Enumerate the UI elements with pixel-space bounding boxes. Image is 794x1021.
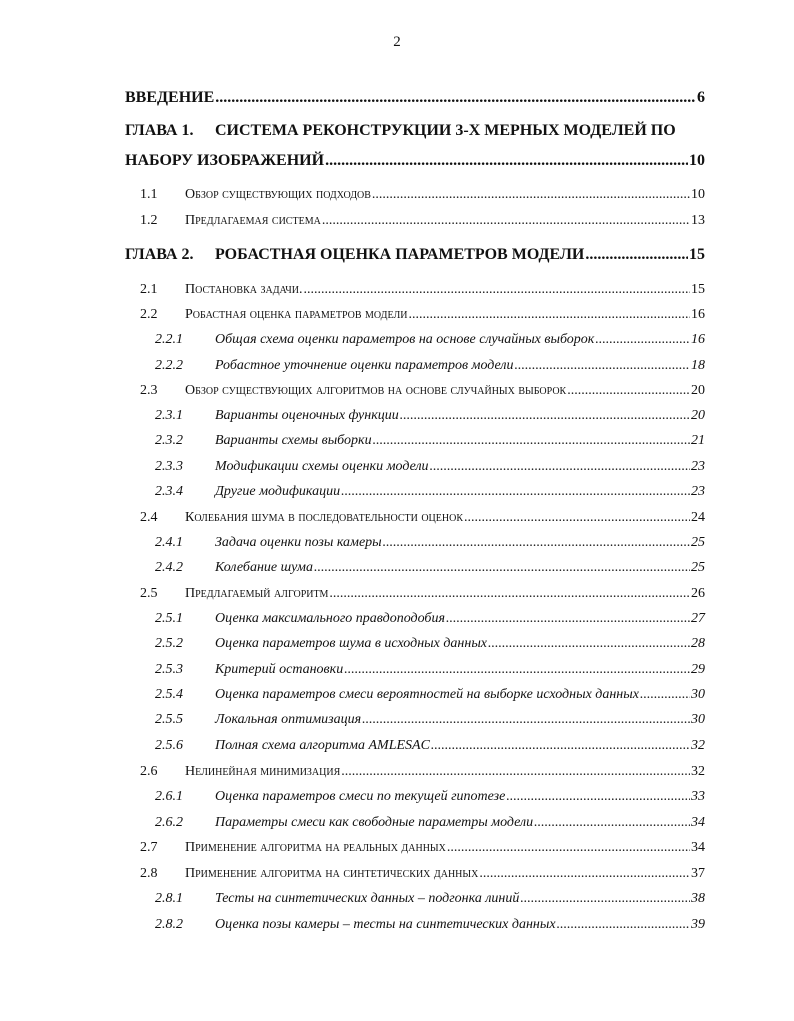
toc-ch1-title-line1: СИСТЕМА РЕКОНСТРУКЦИИ 3-Х МЕРНЫХ МОДЕЛЕЙ ПО xyxy=(215,122,676,139)
toc-entry-2-4[interactable] xyxy=(140,510,705,526)
toc-num: 2.5.5 xyxy=(155,712,183,727)
page-number: 2 xyxy=(393,34,401,50)
toc-num: 2.6.2 xyxy=(155,815,183,830)
toc-ch1-title-line2: НАБОРУ ИЗОБРАЖЕНИЙ xyxy=(125,152,325,169)
toc-num: 2.5.3 xyxy=(155,662,183,677)
toc-page: 28 xyxy=(691,636,705,651)
toc-title: Варианты схемы выборки xyxy=(215,433,372,448)
toc-page: 27 xyxy=(691,611,705,626)
toc-num: 2.5.2 xyxy=(155,636,183,651)
toc-title: Постановка задачи. xyxy=(185,282,303,297)
toc-entry-2-5-4[interactable] xyxy=(155,687,705,703)
toc-title: Оценка параметров смеси вероятностей на выборке исходных данных xyxy=(215,687,639,702)
dot-leader xyxy=(344,662,690,678)
toc-page: 30 xyxy=(691,712,705,727)
toc-page: 20 xyxy=(691,383,705,398)
toc-page: 15 xyxy=(691,282,705,297)
toc-ch2-page: 15 xyxy=(689,246,705,263)
toc-title: Другие модификации xyxy=(215,484,341,499)
dot-leader xyxy=(534,815,690,831)
toc-num: 2.5.4 xyxy=(155,687,183,702)
dot-leader xyxy=(464,510,690,526)
toc-entry-2-3-3[interactable] xyxy=(155,459,705,475)
toc-entry-2-1[interactable] xyxy=(140,282,705,298)
toc-entry-2-3-2[interactable] xyxy=(155,433,705,449)
toc-num: 2.5.6 xyxy=(155,738,183,753)
toc-entry-2-8[interactable] xyxy=(140,866,705,882)
toc-num: 2.8.1 xyxy=(155,891,183,906)
toc-ch2-title: РОБАСТНАЯ ОЦЕНКА ПАРАМЕТРОВ МОДЕЛИ xyxy=(215,246,585,263)
toc-num: 2.3.2 xyxy=(155,433,183,448)
toc-page: 30 xyxy=(691,687,705,702)
toc-num: 2.4 xyxy=(140,510,158,525)
toc-page: 26 xyxy=(691,586,705,601)
toc-page: 39 xyxy=(691,917,705,932)
dot-leader xyxy=(373,433,690,449)
toc-entry-2-8-1[interactable] xyxy=(155,891,705,907)
toc-entry-2-8-2[interactable] xyxy=(155,917,705,933)
dot-leader xyxy=(341,484,690,500)
dot-leader xyxy=(506,789,690,805)
toc-entry-1-1[interactable] xyxy=(140,187,705,203)
dot-leader xyxy=(640,687,690,703)
toc-num: 2.6.1 xyxy=(155,789,183,804)
toc-entry-2-5-3[interactable] xyxy=(155,662,705,678)
toc-entry-2-5-2[interactable] xyxy=(155,636,705,652)
toc-page: 16 xyxy=(691,307,705,322)
toc-entry-2-3[interactable] xyxy=(140,383,705,399)
toc-num: 2.7 xyxy=(140,840,158,855)
dot-leader xyxy=(325,152,688,170)
toc-entry-ch1[interactable] xyxy=(125,152,705,170)
dot-leader xyxy=(408,307,690,323)
toc-title: Оценка позы камеры – тесты на синтетических данных xyxy=(215,917,556,932)
dot-leader xyxy=(520,891,690,907)
toc-num: 2.5.1 xyxy=(155,611,183,626)
toc-title: Обзор существующих алгоритмов на основе случайных выборок xyxy=(185,383,567,398)
toc-page: 23 xyxy=(691,459,705,474)
toc-num: 2.8.2 xyxy=(155,917,183,932)
toc-page: 29 xyxy=(691,662,705,677)
toc-num: 2.8 xyxy=(140,866,158,881)
toc-ch1-heading[interactable] xyxy=(125,122,676,140)
dot-leader xyxy=(341,764,690,780)
dot-leader xyxy=(430,459,690,475)
toc-title: Варианты оценочных функции xyxy=(215,408,399,423)
toc-num: 2.6 xyxy=(140,764,158,779)
toc-page: 25 xyxy=(691,560,705,575)
toc-page: 18 xyxy=(691,358,705,373)
toc-title: Задача оценки позы камеры xyxy=(215,535,382,550)
toc-num: 2.3.3 xyxy=(155,459,183,474)
toc-entry-2-5-5[interactable] xyxy=(155,712,705,728)
toc-title: Локальная оптимизация xyxy=(215,712,362,727)
toc-title: Общая схема оценки параметров на основе случайных выборок xyxy=(215,332,595,347)
dot-leader xyxy=(383,535,690,551)
toc-title: Оценка параметров шума в исходных данных xyxy=(215,636,488,651)
toc-ch2-num: ГЛАВА 2. xyxy=(125,246,194,263)
toc-title: Критерий остановки xyxy=(215,662,344,677)
toc-entry-2-2-2[interactable] xyxy=(155,358,705,374)
toc-page: 34 xyxy=(691,840,705,855)
dot-leader xyxy=(303,282,690,298)
toc-entry-2-5-6[interactable] xyxy=(155,738,705,754)
toc-page: 32 xyxy=(691,764,705,779)
toc-num: 2.3.4 xyxy=(155,484,183,499)
dot-leader xyxy=(362,712,690,728)
dot-leader xyxy=(329,586,690,602)
dot-leader xyxy=(400,408,690,424)
toc-page: 38 xyxy=(691,891,705,906)
toc-entry-2-6[interactable] xyxy=(140,764,705,780)
toc-title: Робастная оценка параметров модели xyxy=(185,307,408,322)
toc-entry-2-2[interactable] xyxy=(140,307,705,323)
toc-page: 25 xyxy=(691,535,705,550)
toc-num: 2.1 xyxy=(140,282,158,297)
toc-entry-2-4-2[interactable] xyxy=(155,560,705,576)
toc-title: Модификации схемы оценки модели xyxy=(215,459,429,474)
toc-num: 2.3.1 xyxy=(155,408,183,423)
toc-title: Предлагаемый алгоритм xyxy=(185,586,329,601)
toc-num: 2.4.1 xyxy=(155,535,183,550)
dot-leader xyxy=(314,560,690,576)
toc-title: Оценка параметров смеси по текущей гипотезе xyxy=(215,789,506,804)
dot-leader xyxy=(595,332,690,348)
toc-intro-page: 6 xyxy=(697,89,705,106)
toc-page: 33 xyxy=(691,789,705,804)
toc-intro-title: ВВЕДЕНИЕ xyxy=(125,89,215,106)
toc-entry-intro[interactable] xyxy=(125,89,705,107)
toc-entry-2-6-2[interactable] xyxy=(155,815,705,831)
toc-entry-2-3-1[interactable] xyxy=(155,408,705,424)
toc-page: 13 xyxy=(691,213,705,228)
toc-title: Применение алгоритма на реальных данных xyxy=(185,840,446,855)
toc-entry-2-2-1[interactable] xyxy=(155,332,705,348)
toc-ch1-page: 10 xyxy=(689,152,705,169)
toc-title: Тесты на синтетических данных – подгонка линий xyxy=(215,891,520,906)
dot-leader xyxy=(479,866,690,882)
toc-num: 1.2 xyxy=(140,213,158,228)
toc-num: 2.3 xyxy=(140,383,158,398)
toc-entry-2-3-4[interactable] xyxy=(155,484,705,500)
toc-title: Нелинейная минимизация xyxy=(185,764,341,779)
toc-title: Оценка максимального правдоподобия xyxy=(215,611,445,626)
toc-num: 2.4.2 xyxy=(155,560,183,575)
toc-title: Параметры смеси как свободные параметры модели xyxy=(215,815,534,830)
toc-title: Применение алгоритма на синтетических данных xyxy=(185,866,479,881)
dot-leader xyxy=(322,213,690,229)
toc-page: 24 xyxy=(691,510,705,525)
toc-page: 21 xyxy=(691,433,705,448)
dot-leader xyxy=(431,738,690,754)
toc-entry-2-5-1[interactable] xyxy=(155,611,705,627)
dot-leader xyxy=(515,358,690,374)
toc-entry-ch2[interactable] xyxy=(125,246,705,264)
toc-entry-2-7[interactable] xyxy=(140,840,705,856)
toc-entry-2-5[interactable] xyxy=(140,586,705,602)
dot-leader xyxy=(447,840,690,856)
toc-entry-1-2[interactable] xyxy=(140,213,705,229)
toc-title: Предлагаемая система xyxy=(185,213,321,228)
toc-title: Робастное уточнение оценки параметров модели xyxy=(215,358,514,373)
toc-num: 2.2.1 xyxy=(155,332,183,347)
toc-title: Колебания шума в последовательности оценок xyxy=(185,510,463,525)
toc-title: Колебание шума xyxy=(215,560,313,575)
toc-page: 10 xyxy=(691,187,705,202)
toc-page: 37 xyxy=(691,866,705,881)
toc-num: 2.5 xyxy=(140,586,158,601)
toc-page: 20 xyxy=(691,408,705,423)
toc-page: 23 xyxy=(691,484,705,499)
toc-page: 32 xyxy=(691,738,705,753)
dot-leader xyxy=(567,383,690,399)
toc-num: 2.2 xyxy=(140,307,158,322)
toc-num: 1.1 xyxy=(140,187,158,202)
dot-leader xyxy=(215,89,696,107)
toc-entry-2-6-1[interactable] xyxy=(155,789,705,805)
dot-leader xyxy=(488,636,690,652)
toc-page: 16 xyxy=(691,332,705,347)
toc-num: 2.2.2 xyxy=(155,358,183,373)
dot-leader xyxy=(557,917,690,933)
toc-title: Обзор существующих подходов xyxy=(185,187,371,202)
dot-leader xyxy=(446,611,690,627)
toc-entry-2-4-1[interactable] xyxy=(155,535,705,551)
dot-leader xyxy=(372,187,690,203)
toc-title: Полная схема алгоритма AMLESAC xyxy=(215,738,430,753)
dot-leader xyxy=(585,246,688,264)
toc-ch1-num: ГЛАВА 1. xyxy=(125,122,194,139)
toc-page: 34 xyxy=(691,815,705,830)
